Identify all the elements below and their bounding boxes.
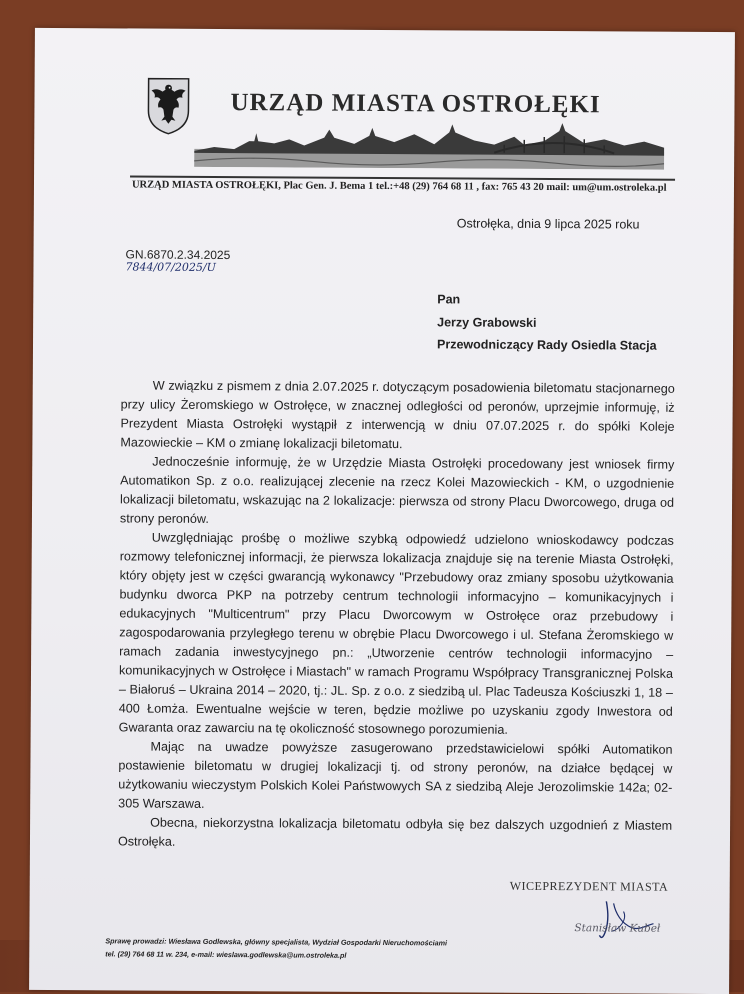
footer-case-handler: Sprawę prowadzi: Wiesława Godlewska, główny specjalista, Wydział Gospodarki Nieruchomościami <box>105 936 448 948</box>
paragraph: Jednocześnie informuję, że w Urzędzie Miasta Ostrołęki procedowany jest wniosek firmy Automatikon Sp. z o.o. realizującej zlecenie na rzecz Kolei Mazowieckich - KM, o uzgodnienie lokalizacji biletomatu, wskazując na 2 lokalizacje: pierwsza od strony Placu Dworcowego, druga od strony peronów. <box>119 454 675 526</box>
letter-page <box>29 28 735 994</box>
reference-number: GN.6870.2.34.2025 <box>125 247 231 263</box>
footer-contact: tel. (29) 764 68 11 w. 234, e-mail: wieslawa.godlewska@um.ostroleka.pl <box>105 949 347 960</box>
handwritten-signature <box>535 901 675 942</box>
signatory-title: WICEPREZYDENT MIASTA <box>509 878 669 894</box>
addressee-position: Przewodniczący Rady Osiedla Stacja <box>436 337 657 353</box>
letter-body <box>118 376 675 854</box>
letterhead-title: URZĄD MIASTA OSTROŁĘKI <box>230 89 601 119</box>
addressee-name: Jerzy Grabowski <box>437 315 537 330</box>
date-line: Ostrołęka, dnia 9 lipca 2025 roku <box>456 216 640 232</box>
handwritten-reference: 7844/07/2025/U <box>125 260 216 274</box>
addressee-salutation: Pan <box>437 292 461 307</box>
city-panorama-illustration <box>194 121 664 170</box>
paragraph: Mając na uwadze powyższe zasugerowano przedstawicielowi spółki Automatikon postawienie biletomatu w drugiej lokalizacji tj. od strony peronów, na działce będącej w użytkowaniu wieczystym Polskich Kolei Państwowych SA z siedzibą Aleje Jerozolimskie 142a; 02-305 Warszawa. <box>118 739 673 811</box>
letterhead-address: URZĄD MIASTA OSTROŁĘKI, Plac Gen. J. Bema 1 tel.:+48 (29) 764 68 11 , fax: 765 43 20 mail: um@um.ostroleka.pl <box>131 179 667 194</box>
coat-of-arms-eagle-icon <box>146 77 190 135</box>
paragraph: Uwzględniając prośbę o możliwe szybką odpowiedź udzielono wnioskodawcy podczas rozmowy telefonicznej informacji, że pierwsza lokalizacja znajduje się na terenie Miasta Ostrołęki, który objęty jest w części gwarancją wykonawcy "Przebudowy oraz zmiany sposobu użytkowania budynku dworca PKP na potrzeby centrum technologii informacyjno – komunikacyjnych i edukacyjnych "Multicentrum" przy Placu Dworcowym w Ostrołęce oraz przebudowy i zagospodarowania przyległego terenu w obrębie Placu Dworcowego i ul. Stefana Żeromskiego w ramach zadania inwestycyjnego pn.: „Utworzenie centrów technologii informacyjno – komunikacyjnych w Ostrołęce i Miastach" w ramach Programu Współpracy Transgranicznej Polska – Białoruś – Ukraina 2014 – 2020, tj.: JL. Sp. z o.o. z siedzibą ul. Plac Tadeusza Kościuszki 1, 18 – 400 Łomża. Ewentualne wejście w teren, będzie możliwe po uzyskaniu zgody Inwestora od Gwaranta oraz zawarciu na tę okoliczność stosownego porozumienia. <box>118 530 674 737</box>
paragraph: Obecna, niekorzystna lokalizacja biletomatu odbyła się bez dalszych uzgodnień z Miastem Ostrołęka. <box>117 815 673 849</box>
signatory-name: Stanisław Kubeł <box>574 922 661 935</box>
paragraph: W związku z pismem z dnia 2.07.2025 r. dotyczącym posadowienia biletomatu stacjonarnego przy ulicy Żeromskiego w Ostrołęce, w znacznej odległości od peronów, uprzejmie informuję, iż Prezydent Miasta Ostrołęki wystąpił z interwencją w dniu 07.07.2025 r. do spółki Koleje Mazowieckie – KM o zmianę lokalizacji biletomatu. <box>120 378 675 452</box>
